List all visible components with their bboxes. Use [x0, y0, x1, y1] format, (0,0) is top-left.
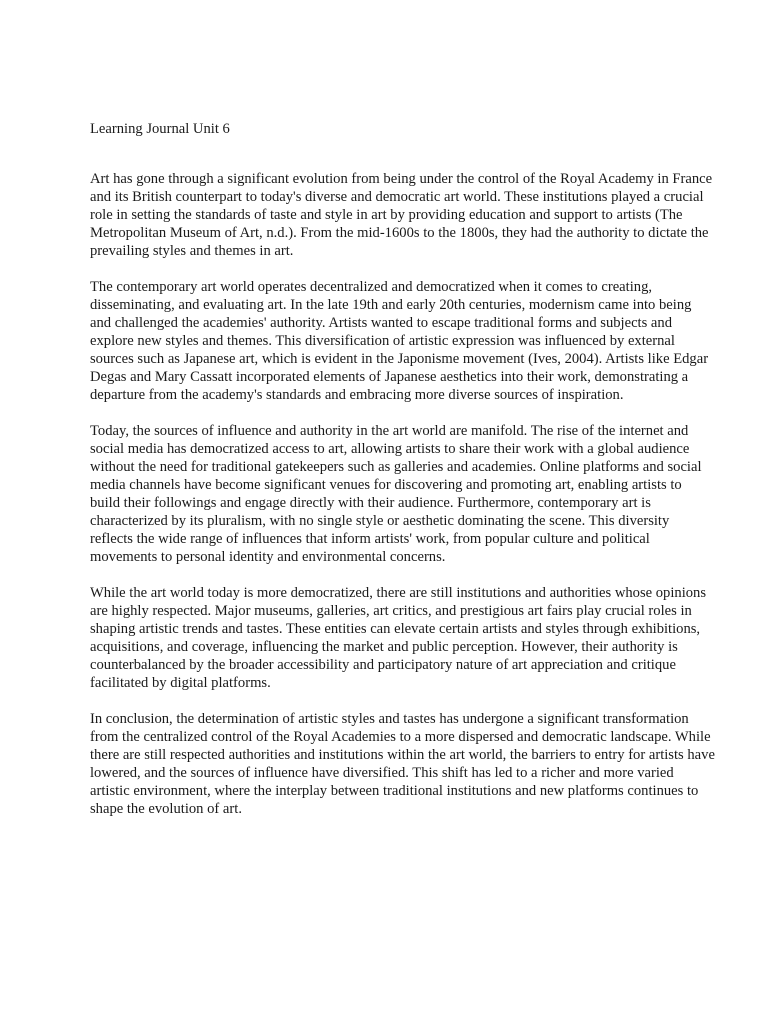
paragraph-2: The contemporary art world operates decentralized and democratized when it comes to creating, disseminating, and evaluating art. In the late 19th and early 20th centuries, modernism came into being and challenged the academies' authority. Artists wanted to escape traditional forms and subjects and explore new styles and themes. This diversification of artistic expression was influenced by external sources such as Japanese art, which is evident in the Japonisme movement (Ives, 2004). Artists like Edgar Degas and Mary Cassatt incorporated elements of Japanese aesthetics into their work, demonstrating a departure from the academy's standards and embracing more diverse sources of inspiration. — [90, 279, 709, 403]
document-title: Learning Journal Unit 6 — [90, 121, 230, 137]
paragraph-5: In conclusion, the determination of artistic styles and tastes has undergone a significant transformation from the centralized control of the Royal Academies to a more dispersed and democratic landscape. While there are still respected authorities and institutions within the art world, the barriers to entry for artists have lowered, and the sources of influence have diversified. This shift has led to a richer and more varied artistic environment, where the interplay between traditional institutions and new platforms continues to shape the evolution of art. — [90, 711, 715, 817]
paragraph-1: Art has gone through a significant evolution from being under the control of the Royal Academy in France and its British counterpart to today's diverse and democratic art world. These institutions played a crucial role in setting the standards of taste and style in art by providing education and support to artists (The Metropolitan Museum of Art, n.d.). From the mid-1600s to the 1800s, they had the authority to dictate the prevailing styles and themes in art. — [90, 171, 713, 259]
paragraph-3: Today, the sources of influence and authority in the art world are manifold. The rise of the internet and social media has democratized access to art, allowing artists to share their work with a global audience without the need for traditional gatekeepers such as galleries and academies. Online platforms and social media channels have become significant venues for discovering and promoting art, enabling artists to build their followings and engage directly with their audience. Furthermore, contemporary art is characterized by its pluralism, with no single style or aesthetic dominating the scene. This diversity reflects the wide range of influences that inform artists' work, from popular culture and political movements to personal identity and environmental concerns. — [90, 423, 702, 565]
paragraph-4: While the art world today is more democratized, there are still institutions and authorities whose opinions are highly respected. Major museums, galleries, art critics, and prestigious art fairs play crucial roles in shaping artistic trends and tastes. These entities can elevate certain artists and styles through exhibitions, acquisitions, and coverage, influencing the market and public perception. However, their authority is counterbalanced by the broader accessibility and participatory nature of art appreciation and critique facilitated by digital platforms. — [90, 585, 707, 691]
document-page — [90, 120, 715, 836]
